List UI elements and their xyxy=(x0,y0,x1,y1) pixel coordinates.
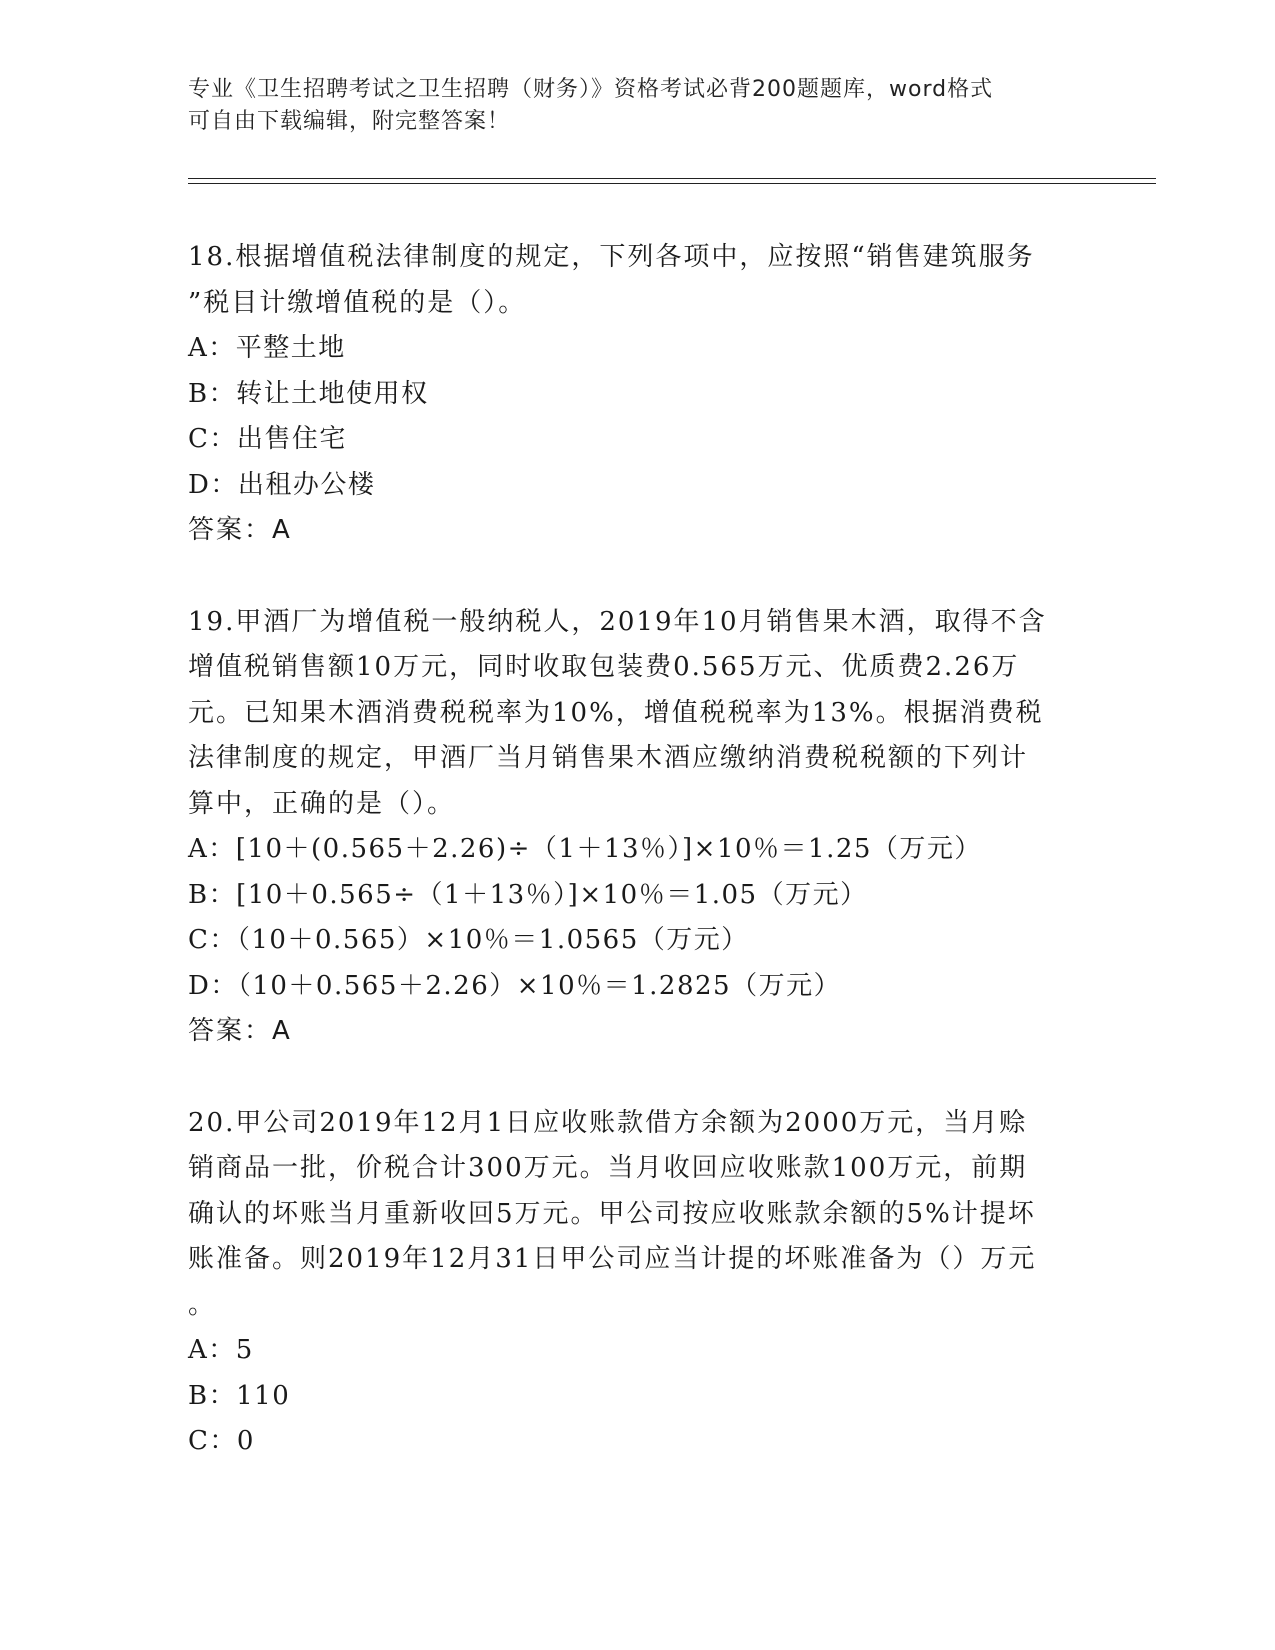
question-stem-line: 20.甲公司2019年12月1日应收账款借方余额为2000万元，当月赊 xyxy=(188,1107,1028,1138)
option-c: C：0 xyxy=(188,1426,255,1456)
option-a: A：5 xyxy=(188,1335,254,1365)
answer-line: 答案：A xyxy=(188,1016,292,1046)
option-b: B：转让土地使用权 xyxy=(188,378,429,409)
option-a: A：平整土地 xyxy=(188,333,346,363)
question-stem-line: 元。已知果木酒消费税税率为10%，增值税税率为13%。根据消费税 xyxy=(188,697,1044,728)
question-stem-line: 。 xyxy=(188,1289,217,1320)
question-stem-line: 销商品一批，价税合计300万元。当月收回应收账款100万元，前期 xyxy=(188,1153,1028,1183)
question-stem-line: 18.根据增值税法律制度的规定，下列各项中，应按照“销售建筑服务 xyxy=(188,242,1035,272)
option-b: B：[10＋0.565÷（1＋13％）]×10％＝1.05（万元） xyxy=(188,879,868,910)
header-divider-top xyxy=(188,178,1156,179)
question-stem-line: 确认的坏账当月重新收回5万元。甲公司按应收账款余额的5%计提坏 xyxy=(188,1198,1036,1229)
question-stem-line: 账准备。则2019年12月31日甲公司应当计提的坏账准备为（）万元 xyxy=(188,1244,1037,1274)
question-list xyxy=(188,235,1088,1511)
question-stem-line: ”税目计缴增值税的是（）。 xyxy=(188,287,527,318)
question-18 xyxy=(188,235,1088,554)
option-d: D：出租办公楼 xyxy=(188,469,376,500)
question-19 xyxy=(188,600,1088,1055)
document-intro xyxy=(188,74,1068,138)
option-d: D：（10＋0.565＋2.26）×10％＝1.2825（万元） xyxy=(188,970,842,1001)
option-a: A：[10＋(0.565＋2.26)÷（1＋13％）]×10％＝1.25（万元） xyxy=(188,834,982,864)
question-stem-line: 法律制度的规定，甲酒厂当月销售果木酒应缴纳消费税税额的下列计 xyxy=(188,743,1029,773)
question-stem-line: 增值税销售额10万元，同时收取包装费0.565万元、优质费2.26万 xyxy=(188,652,1020,682)
answer-line: 答案：A xyxy=(188,515,292,545)
option-b: B：110 xyxy=(188,1380,291,1411)
header-divider-bottom xyxy=(188,183,1156,184)
question-stem-line: 算中，正确的是（）。 xyxy=(188,788,456,819)
question-stem-line: 19.甲酒厂为增值税一般纳税人，2019年10月销售果木酒，取得不含 xyxy=(188,606,1047,637)
option-c: C：出售住宅 xyxy=(188,424,347,454)
question-20 xyxy=(188,1101,1088,1465)
intro-line-1: 专业《卫生招聘考试之卫生招聘（财务）》资格考试必背200题题库，word格式 xyxy=(188,77,994,102)
intro-line-2: 可自由下载编辑，附完整答案！ xyxy=(188,109,511,134)
option-c: C：（10＋0.565）×10％＝1.0565（万元） xyxy=(188,925,749,955)
